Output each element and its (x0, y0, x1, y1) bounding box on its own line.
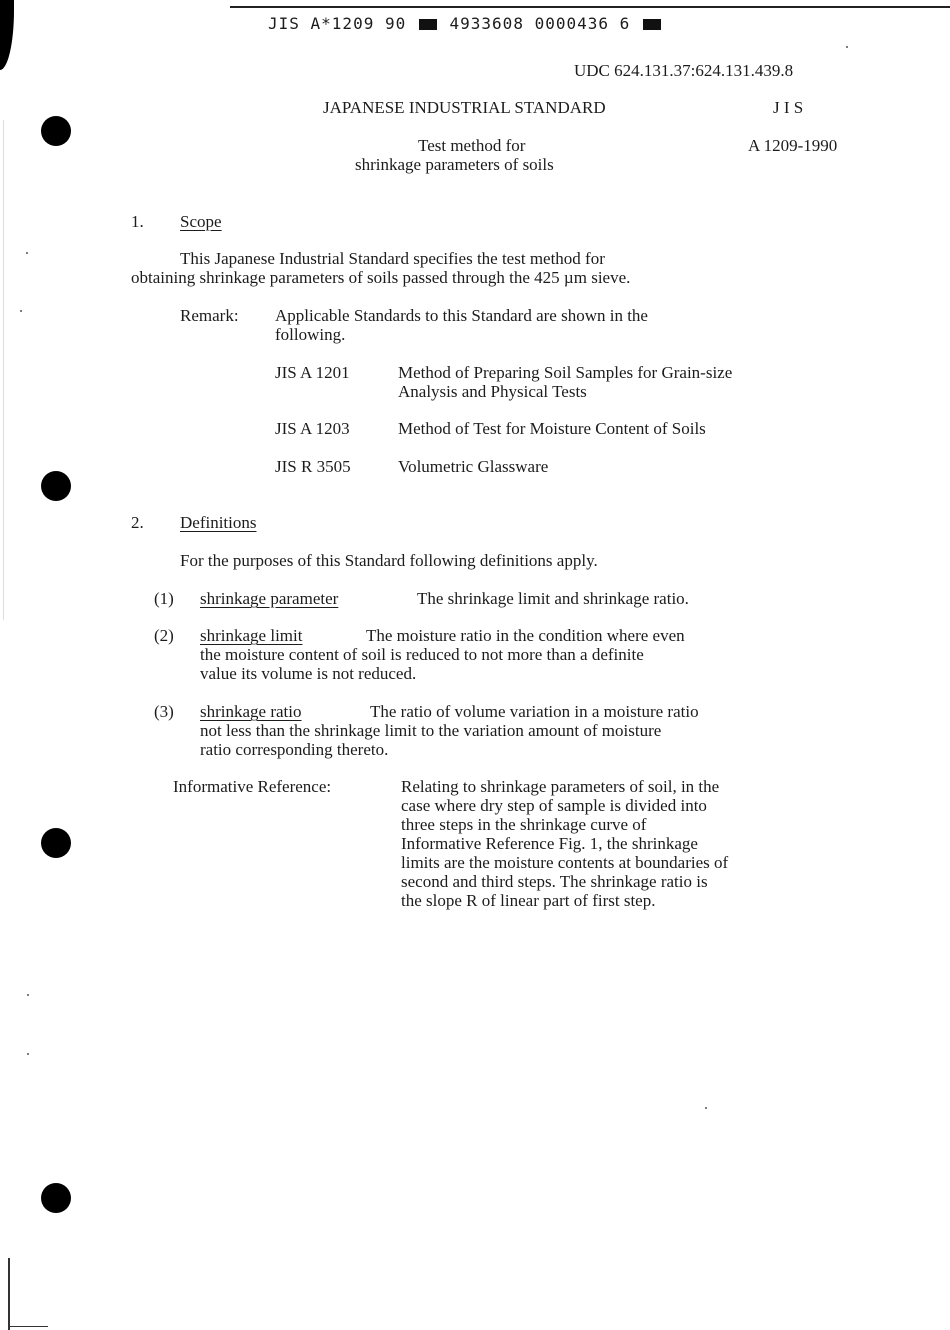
remark-line2: following. (275, 325, 346, 344)
definition-text-line1: The moisture ratio in the condition where even (366, 626, 685, 645)
definition-term: shrinkage parameter (200, 589, 339, 608)
punch-hole-3 (41, 828, 71, 858)
speck (846, 46, 848, 48)
ref-code: JIS R 3505 (275, 457, 351, 476)
informative-line: Informative Reference Fig. 1, the shrinkage (401, 834, 698, 853)
punch-hole-2 (41, 471, 71, 501)
punch-hole-4 (41, 1183, 71, 1213)
definitions-intro: For the purposes of this Standard following definitions apply. (180, 551, 598, 570)
speck (705, 1107, 707, 1109)
scan-code-b: 4933608 0000436 6 (449, 14, 631, 33)
ref-code: JIS A 1203 (275, 419, 350, 438)
informative-line: limits are the moisture contents at boundaries of (401, 853, 729, 872)
top-rule (230, 6, 950, 8)
scope-heading: Scope (180, 212, 222, 231)
ref-title-line1: Method of Preparing Soil Samples for Grain-size (398, 363, 733, 382)
ref-title-line1: Volumetric Glassware (398, 457, 549, 476)
definitions-number: 2. (131, 513, 144, 532)
speck (26, 252, 28, 254)
scan-header-code (268, 14, 663, 33)
redaction-block (419, 19, 437, 30)
speck (27, 994, 29, 996)
remark-label: Remark: (180, 306, 239, 325)
definitions-heading: Definitions (180, 513, 257, 532)
jis-mark: J I S (773, 98, 804, 117)
speck (20, 310, 22, 312)
left-edge-line (8, 1258, 10, 1330)
definition-text-line2: not less than the shrinkage limit to the variation amount of moisture (200, 721, 662, 740)
definition-text-line3: ratio corresponding thereto. (200, 740, 389, 759)
definition-term: shrinkage ratio (200, 702, 302, 721)
doc-number: A 1209-1990 (748, 136, 838, 155)
org-title: JAPANESE INDUSTRIAL STANDARD (323, 98, 606, 117)
definition-term: shrinkage limit (200, 626, 303, 645)
scope-text-line2: obtaining shrinkage parameters of soils passed through the 425 µm sieve. (131, 268, 631, 287)
remark-line1: Applicable Standards to this Standard are shown in the (275, 306, 648, 325)
informative-line: three steps in the shrinkage curve of (401, 815, 647, 834)
scan-code-a: JIS A*1209 90 (268, 14, 407, 33)
definition-text-line3: value its volume is not reduced. (200, 664, 417, 683)
udc-code: UDC 624.131.37:624.131.439.8 (574, 61, 794, 80)
definition-text-line1: The ratio of volume variation in a moisture ratio (370, 702, 699, 721)
informative-line: case where dry step of sample is divided into (401, 796, 707, 815)
left-margin-line (3, 120, 4, 620)
punch-hole-1 (41, 116, 71, 146)
informative-label: Informative Reference: (173, 777, 332, 796)
bottom-edge-line (8, 1326, 48, 1327)
doc-title-line2: shrinkage parameters of soils (355, 155, 554, 174)
definition-number: (1) (154, 589, 174, 608)
definition-number: (3) (154, 702, 174, 721)
informative-line: second and third steps. The shrinkage ratio is (401, 872, 708, 891)
informative-line: Relating to shrinkage parameters of soil, in the (401, 777, 720, 796)
doc-title-line1: Test method for (418, 136, 526, 155)
scope-number: 1. (131, 212, 144, 231)
ref-title-line1: Method of Test for Moisture Content of Soils (398, 419, 706, 438)
informative-line: the slope R of linear part of first step. (401, 891, 656, 910)
corner-mark (0, 0, 14, 70)
ref-title-line2: Analysis and Physical Tests (398, 382, 587, 401)
definition-text-line2: the moisture content of soil is reduced to not more than a definite (200, 645, 644, 664)
redaction-block (643, 19, 661, 30)
speck (27, 1053, 29, 1055)
definition-number: (2) (154, 626, 174, 645)
ref-code: JIS A 1201 (275, 363, 350, 382)
scope-text-line1: This Japanese Industrial Standard specifies the test method for (180, 249, 605, 268)
definition-text-line1: The shrinkage limit and shrinkage ratio. (417, 589, 689, 608)
